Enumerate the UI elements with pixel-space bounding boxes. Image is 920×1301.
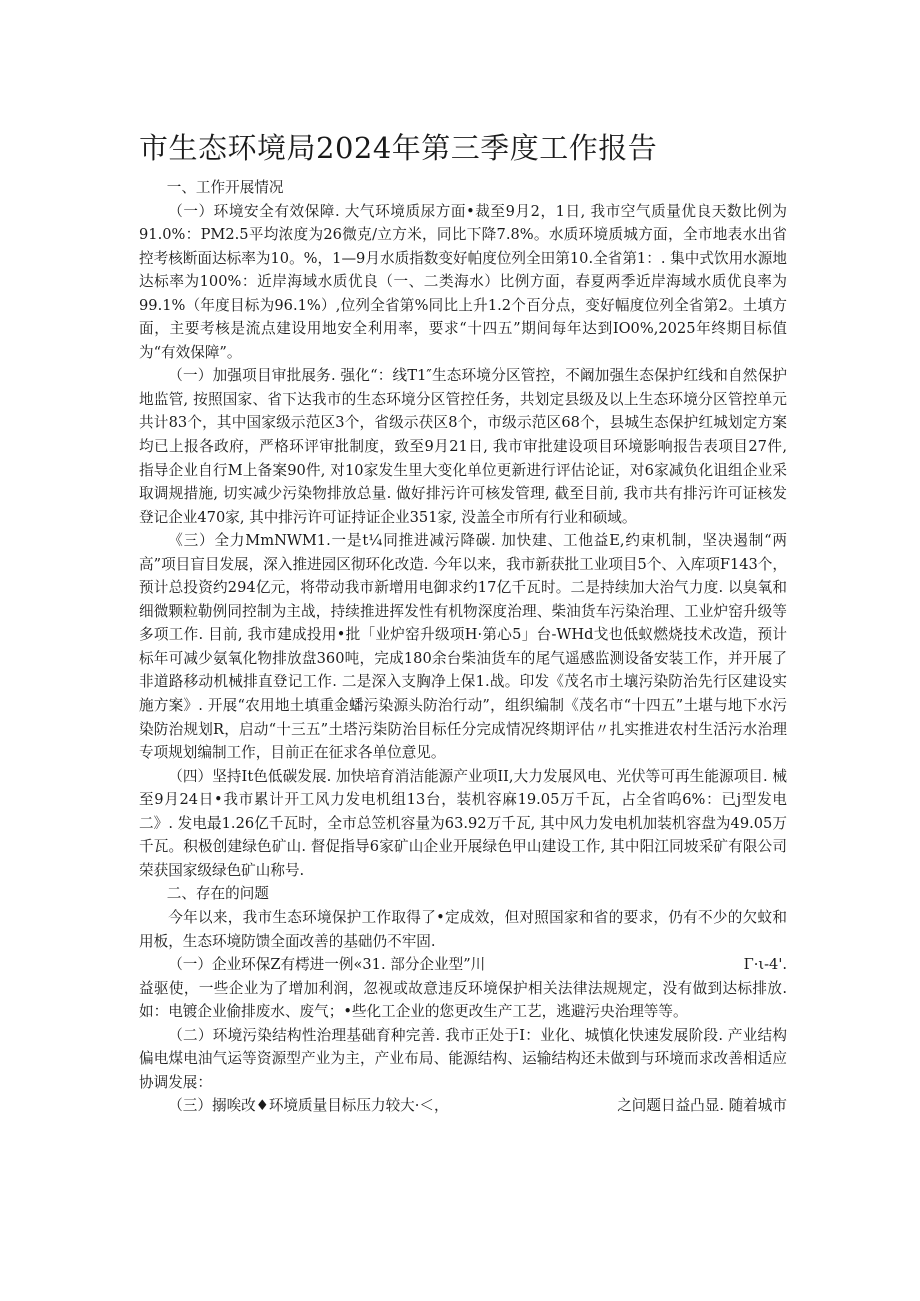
document-title: 市生态环境局2024年第三季度工作报告 <box>139 131 658 165</box>
section-heading-problems: 二、存在的问题 <box>166 885 269 903</box>
enterprise-line-right: Γ·ι-4'. <box>743 956 787 974</box>
paragraph-project-approval: （一）加强项目审批展务. 强化“：线T1″生态环境分区管控，不阚加强生态保护红线和自然保护地监管, 按照国家、省下达我市的生态环境分区管控任务，共划定县级及以上生态环境分区管控单元共计83个，其中国家级示范区3个，省级示茯区8个，市级示范区68个，县城生态保护红城划定方案均已上报各政府，严格环评审批制度，致至9月21日, 我市审批建设项目环境影响报告表项目27件, 指导企业自行M上备案90件, 对10家发生里大变化单位更新进行评估论证，对6家减负化诅组企业采取调规措施, 切实减少污染物排放总量. 做好排污许可核发管理, 截至目前, 我市共有排污许可证核发登记企业470家, 其中排污许可证持证企业351家, 没盖全市所有行业和硕域。 <box>139 367 787 526</box>
paragraph-enterprise-line <box>139 953 787 977</box>
section-heading-work-progress: 一、工作开展情况 <box>166 179 284 196</box>
paragraph-enterprise-rest: 益驱使，一些企业为了增加利润，忽视或故意违反环境保护相关法律法规规定，没有做到达标排放. 如：电镀企业偷排废水、废气；•些化工企业的您更改生产工艺，逃避污央治理等等。 <box>139 979 787 1021</box>
paragraph-environment-target-line <box>139 1094 787 1118</box>
paragraph-pollution-reduction: 《三）全力MmNWM1.一是t¼同推进减污降碳. 加快建、工他益E,约束机制，坚决遏制“两高”项目盲目发展，深入推进园区彻环化改造. 今年以来，我市新获批工业项目5个、入库项F143个，预计总投资约294亿元，将带动我市新增用电御求约17亿千瓦时。二是持续加大治气力度. 以臭氧和细微颗粒勒例同控制为主战，持续推进挥发性有机物深度治理、柴油货车污染治理、工业炉窑升级等多项工作. 目前, 我市建成投用•批「业炉窑升级项H·第心5」台-WHd戈也低蚁燃烧技术改造，预计标年可减少氨氧化物排放盘360吨，完成180余台柴油货车的尾气遥感监测设备安装工作，并开展了非道路移动机械排直登记工作. 二是深入支胸净上保1.战。印发《茂名市土壤污染防治先行区建设实施方案》. 开展“农用地土填重金蟠污染源头防治行动”，组织编制《茂名市“十四五”土堪与地下水污染防治规划R，启动“十三五”土塔污柒防治目标任分完成情况终期评估〃扎实推进农村生活污水治理专项规划编制工作，目前正在征求各单位意见。 <box>139 532 787 762</box>
document-body <box>139 176 787 1118</box>
paragraph-low-carbon: （四）坚持It色低碳发展. 加快培育消洁能源产业项II,大力发展风电、光伏等可再生能源项目. 械至9月24日•我市累计开工风力发电机组13台，装机容麻19.05万千瓦，占全省呜6%：已j型发电二》. 发电最1.26亿千瓦时，全市总笠机容量为63.92万千瓦, 其中风力发电机加装机容盘为49.05万千瓦。积极创建绿色矿山. 督促指导6家矿山企业开展绿色甲山建设工作, 其中阳江同坡采矿有限公司荣获国家级绿色矿山称号. <box>139 767 787 879</box>
paragraph-problems-intro: 今年以来，我市生态环境保护工作取得了•定成效，但对照国家和省的要求，仍有不少的欠蚊和用板，生态环境防馈全面改善的基础仍不牢固. <box>139 908 787 950</box>
target-line-left: （三）搦唉改♦环境质量目标压力较大·＜， <box>168 1097 449 1115</box>
paragraph-structural-pollution: （二）环境污染结构性治理基础育种完善. 我市正处于I：业化、城慎化快速发展阶段. 产业结构偏电煤电油气运等资源型产业为主，产业布局、能源结构、运输结构还未做到与环境而求改善相适应协调发展： <box>139 1026 787 1091</box>
enterprise-line-left: （一）企业环保Z有樗进一例«31. 部分企业型”川 <box>168 956 486 974</box>
paragraph-environmental-safety: （一）环境安全有效保障. 大气环境质尿方面•裁至9月2，1日, 我市空气质量优良天数比例为91.0%：PM2.5平均浓度为26微克/立方米，同比下降7.8%。水质环境质城方面，全市地表水出省控考核断面达标率为10。%，1—9月水质指数变好帕度位列全田第10.全省第1：. 集中式饮用水源地达标率为100%：近岸海域水质优良（一、二类海水）比例方面，春夏两季近岸海域水质优良率为99.1%（年度目标为96.1%）,位列全省第%同比上升1.2个百分点，变好幅度位列全省第2。土填方面，主要考核是流点建设用地安全利用率，要求“十四五”期间每年达到IO0%,2025年终期目标值为“有效保障”。 <box>139 202 787 361</box>
target-line-right: 之问题日益凸显. 随着城市 <box>617 1097 787 1115</box>
